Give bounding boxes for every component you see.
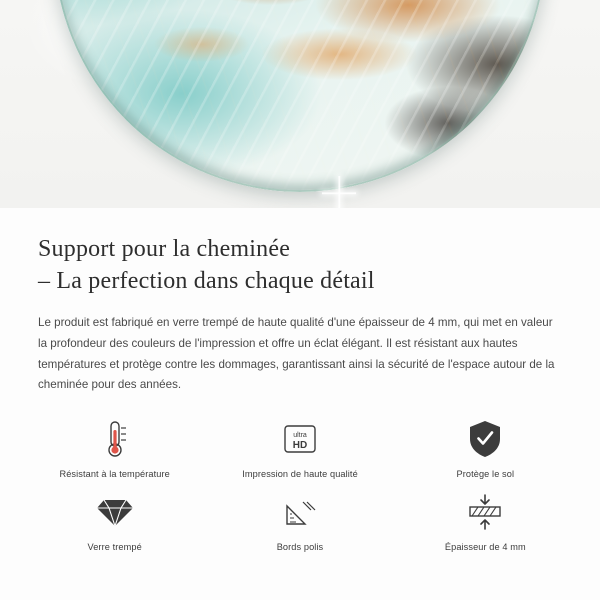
feature-label: Verre trempé <box>87 541 142 552</box>
headline-line-1: Support pour la cheminée <box>38 236 291 262</box>
glass-plate-image <box>54 0 546 192</box>
feature-item-print-quality <box>207 416 392 479</box>
feature-label: Résistant à la température <box>59 468 170 479</box>
description-paragraph: Le produit est fabriqué en verre trempé de haute qualité d'une épaisseur de 4 mm, qui met en valeur la profondeur des couleurs de l'impression et offre un éclat élégant. Il est résistant aux hautes températures et protège contre les dommages, garantissant ainsi la sécurité de l'espace autour de la cheminée pour des années. <box>38 316 555 392</box>
feature-label: Impression de haute qualité <box>242 468 358 479</box>
thickness-arrows-icon <box>464 489 506 535</box>
headline-line-2: – La perfection dans chaque détail <box>38 267 375 294</box>
feature-grid <box>0 396 600 552</box>
svg-text:ultra: ultra <box>293 431 307 439</box>
feature-item-thickness <box>393 489 578 552</box>
diamond-icon <box>95 489 135 535</box>
feature-item-floor-protection <box>393 416 578 479</box>
feature-item-temperature <box>22 416 207 479</box>
feature-item-tempered-glass <box>22 489 207 552</box>
feature-label: Protège le sol <box>456 468 515 479</box>
thermometer-icon <box>98 416 132 462</box>
polished-edges-icon <box>281 489 319 535</box>
shield-check-icon <box>466 416 504 462</box>
feature-label: Bords polis <box>276 541 324 552</box>
page-title <box>38 234 562 297</box>
text-content <box>0 208 600 396</box>
ultra-hd-icon <box>281 416 319 462</box>
feature-item-polished-edges <box>207 489 392 552</box>
feature-label: Épaisseur de 4 mm <box>444 541 526 552</box>
hero-image <box>0 0 600 208</box>
svg-text:HD: HD <box>292 439 308 451</box>
